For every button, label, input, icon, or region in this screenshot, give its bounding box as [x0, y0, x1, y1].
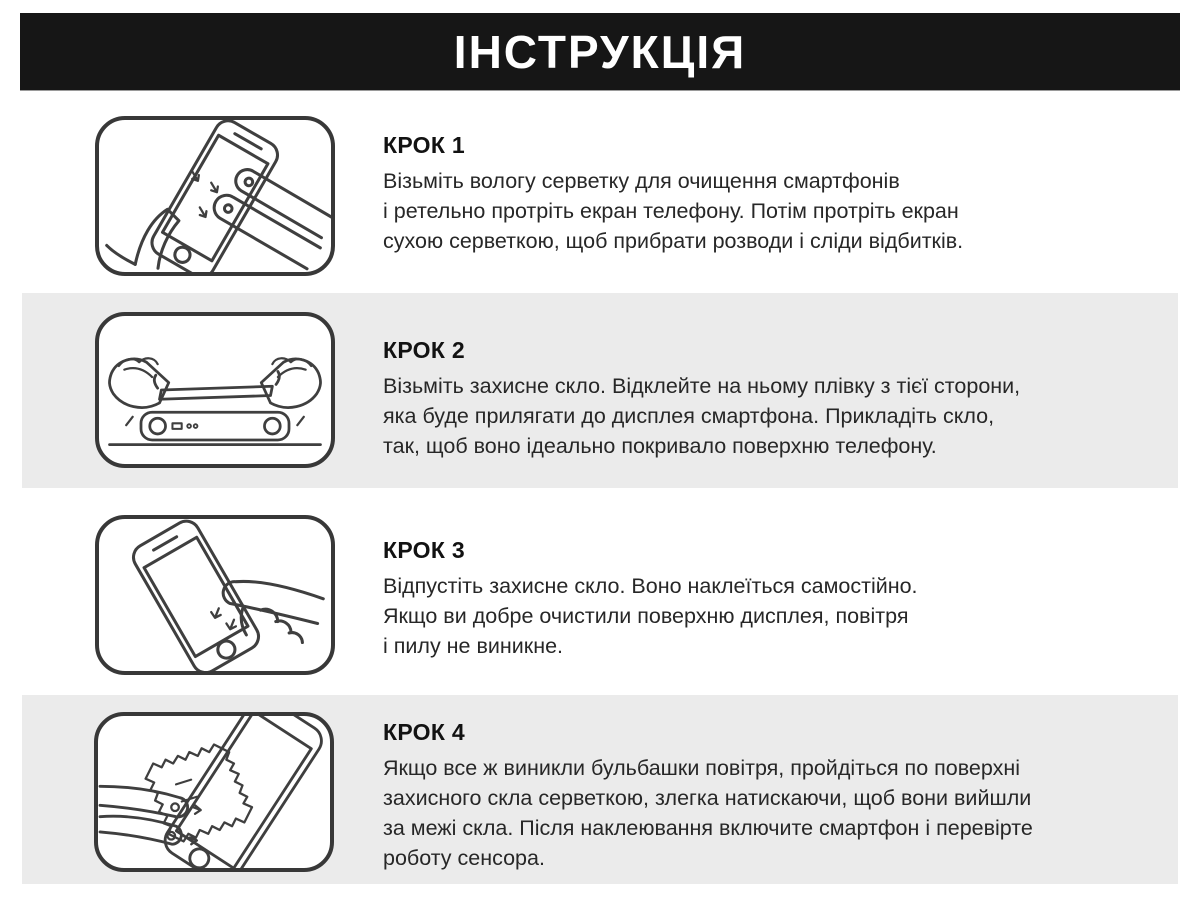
step-2-line-2: яка буде прилягати до дисплея смартфона. Прикладіть скло, — [383, 404, 995, 428]
step-4-line-2: захисного скла серветкою, злегка натискаючи, щоб вони вийшли — [383, 786, 1032, 810]
step-3-line-3: і пилу не виникне. — [383, 634, 563, 658]
step-2-line-3: так, щоб воно ідеально покривало поверхню телефону. — [383, 434, 937, 458]
step-1-title: КРОК 1 — [383, 132, 465, 158]
step-4-line-4: роботу сенсора. — [383, 846, 545, 870]
step-2-line-1: Візьміть захисне скло. Відклейте на ньому плівку з тієї сторони, — [383, 374, 1021, 398]
step-1-text-block — [383, 132, 963, 256]
step-3-line-2: Якщо ви добре очистили поверхню дисплея, повітря — [383, 604, 909, 628]
hands-placing-glass-icon — [99, 316, 331, 464]
step-3-text-block — [383, 537, 918, 661]
step-1-line-1: Візьміть вологу серветку для очищення смартфонів — [383, 169, 900, 193]
step-2-text-block — [383, 337, 1020, 461]
step-4-line-1: Якщо все ж виникли бульбашки повітря, пройдіться по поверхні — [383, 756, 1020, 780]
header-bar — [20, 13, 1180, 90]
step-4-text-block — [383, 719, 1033, 873]
step-2-title: КРОК 2 — [383, 337, 465, 363]
step-4-title: КРОК 4 — [383, 719, 465, 745]
page-title: ІНСТРУКЦІЯ — [453, 25, 747, 78]
step-3-title: КРОК 3 — [383, 537, 465, 563]
step-4-figure-frame — [94, 712, 334, 872]
step-3-line-1: Відпустіть захисне скло. Воно наклеїться самостійно. — [383, 574, 918, 598]
hand-wiping-phone-icon — [99, 120, 331, 272]
step-1-figure-frame — [95, 116, 335, 276]
cloth-smoothing-bubbles-icon — [98, 716, 330, 868]
step-3-figure-frame — [95, 515, 335, 675]
finger-pressing-screen-icon — [99, 519, 331, 671]
step-1-line-2: і ретельно протріть екран телефону. Потім протріть екран — [383, 199, 959, 223]
step-4-line-3: за межі скла. Після наклеювання включите смартфон і перевірте — [383, 816, 1033, 840]
step-1-line-3: сухою серветкою, щоб прибрати розводи і сліди відбитків. — [383, 229, 964, 253]
step-2-figure-frame — [95, 312, 335, 468]
